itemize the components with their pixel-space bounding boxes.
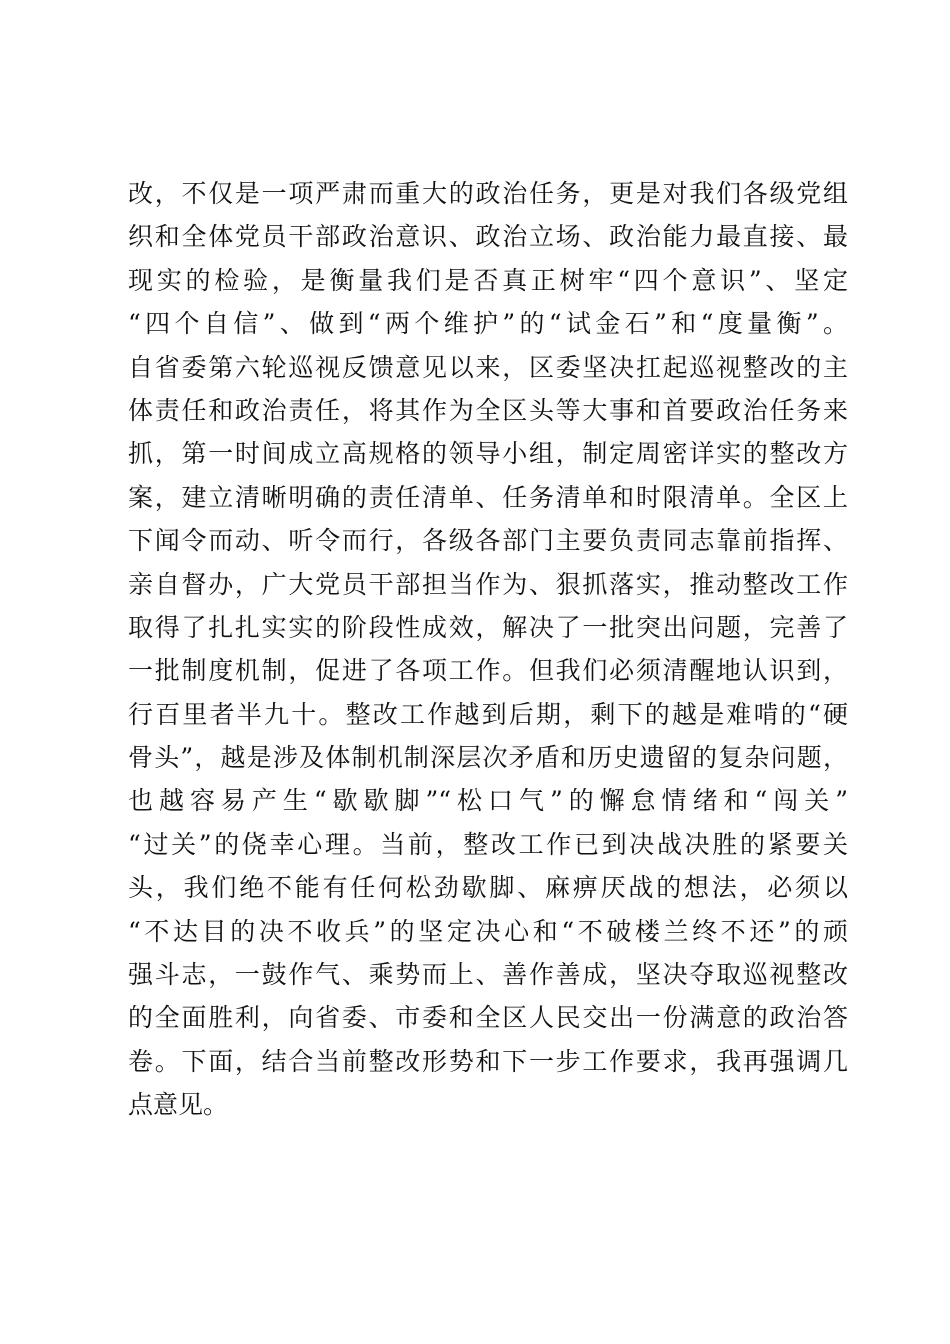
- text-line: 改，不仅是一项严肃而重大的政治任务，更是对我们各级党组: [128, 179, 848, 208]
- text-line: 取得了扎扎实实的阶段性成效，解决了一批突出问题，完善了: [128, 612, 848, 642]
- text-line: 行百里者半九十。整改工作越到后期，剩下的越是难啃的“硬: [128, 699, 848, 729]
- text-line: 的全面胜利，向省委、市委和全区人民交出一份满意的政治答: [128, 1003, 848, 1033]
- body-paragraph: [128, 172, 848, 1127]
- text-line: 点意见。: [128, 1090, 229, 1120]
- text-line: “不达目的决不收兵”的坚定决心和“不破楼兰终不还”的顽: [128, 916, 848, 946]
- text-line: “四个自信”、做到“两个维护”的“试金石”和“度量衡”。: [128, 309, 848, 339]
- text-line: 骨头”，越是涉及体制机制深层次矛盾和历史遗留的复杂问题，: [128, 743, 848, 773]
- text-line: 案，建立清晰明确的责任清单、任务清单和时限清单。全区上: [128, 482, 848, 512]
- text-line: 织和全体党员干部政治意识、政治立场、政治能力最直接、最: [128, 222, 848, 252]
- text-line: 一批制度机制，促进了各项工作。但我们必须清醒地认识到，: [128, 656, 848, 686]
- text-line: 亲自督办，广大党员干部担当作为、狠抓落实，推动整改工作: [128, 569, 848, 599]
- text-line: “过关”的侥幸心理。当前，整改工作已到决战决胜的紧要关: [128, 829, 848, 859]
- text-line: 强斗志，一鼓作气、乘势而上、善作善成，坚决夺取巡视整改: [128, 960, 848, 990]
- text-line: 现实的检验，是衡量我们是否真正树牢“四个意识”、坚定: [128, 265, 848, 295]
- text-line: 头，我们绝不能有任何松劲歇脚、麻痹厌战的想法，必须以: [128, 873, 848, 903]
- text-line: 抓，第一时间成立高规格的领导小组，制定周密详实的整改方: [128, 439, 848, 469]
- text-line: 卷。下面，结合当前整改形势和下一步工作要求，我再强调几: [128, 1046, 848, 1076]
- text-line: 体责任和政治责任，将其作为全区头等大事和首要政治任务来: [128, 395, 848, 425]
- text-line: 也越容易产生“歇歇脚”“松口气”的懈怠情绪和“闯关”: [128, 786, 848, 816]
- text-line: 自省委第六轮巡视反馈意见以来，区委坚决扛起巡视整改的主: [128, 352, 848, 382]
- text-line: 下闻令而动、听令而行，各级各部门主要负责同志靠前指挥、: [128, 526, 848, 556]
